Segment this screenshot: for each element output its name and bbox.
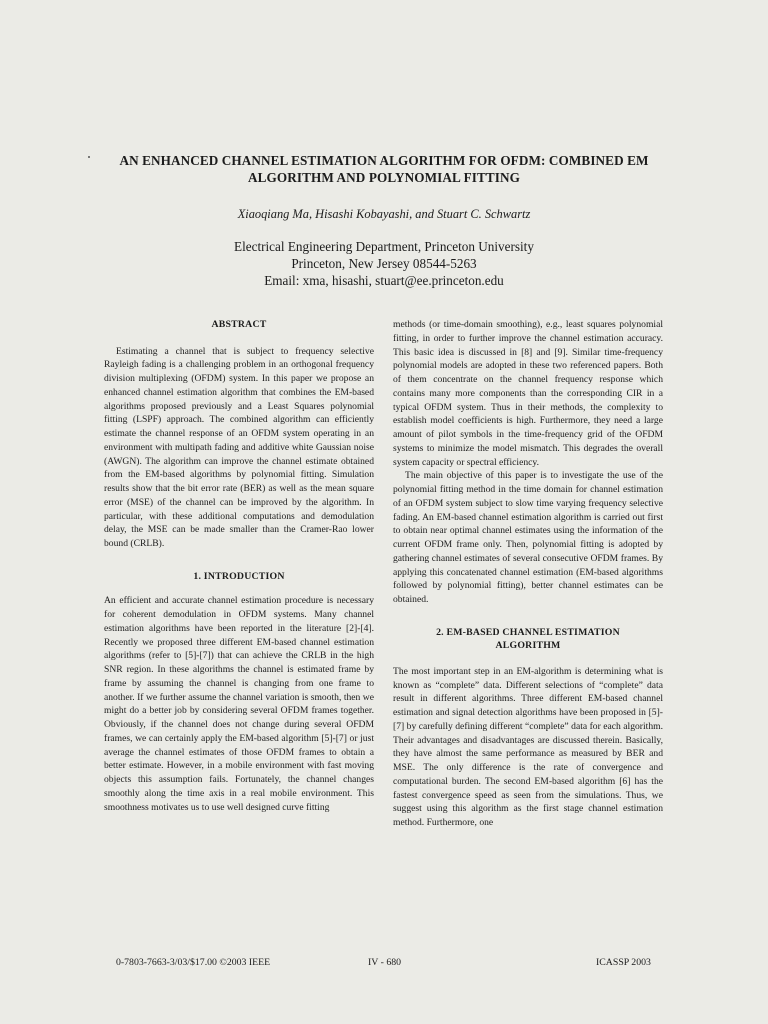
footer-copyright: 0-7803-7663-3/03/$17.00 ©2003 IEEE [116, 957, 271, 968]
section-2-paragraph-1: The most important step in an EM-algorithm is determining what is known as “complete” data. Different selections of “complete” data result in different algorithms. Three different EM-based channel estimation and signal detection algorithms have been proposed in [5]-[7] by carefully defining different “complete” data for each algorithm. Their advantages and disadvantages are discussed therein. Basically, they have almost the same performance as measured by BER and MSE. The only difference is the rate of convergence and computational burden. The second EM-based algorithm [6] has the fastest convergence speed as seen from the simulations. Thus, we suggest using this algorithm as the first stage channel estimation method. Furthermore, one [393, 665, 663, 828]
affiliation [70, 238, 698, 289]
affiliation-email: Email: xma, hisashi, stuart@ee.princeton.edu [264, 273, 504, 288]
affiliation-department: Electrical Engineering Department, Princeton University [234, 239, 534, 254]
introduction-paragraph-1: An efficient and accurate channel estimation procedure is necessary for coherent demodulation in OFDM systems. Many channel estimation algorithms have been reported in the literature [2]-[4]. Recently we proposed three different EM-based channel estimation algorithms (refer to [5]-[7]) that can achieve the CRLB in the high SNR region. In these algorithms the channel is estimated frame by frame by assuming the channel is changing from one frame to another. If we further assume the channel variation is smooth, then we might do a better job by considering several OFDM frames together. Obviously, if the channel does not change during several OFDM frames, we can certainly apply the EM-based algorithm [5]-[7] or just average the channel estimates of those OFDM frames to obtain a better estimate. However, in a mobile environment with fast moving objects this assumption fails. Fortunately, the channel changes smoothly along the time axis in a real mobile environment. This smoothness motivates us to use well designed curve fitting [104, 595, 374, 813]
section-2-heading-line-1: 2. EM-BASED CHANNEL ESTIMATION [436, 626, 620, 638]
introduction-paragraph-3: The main objective of this paper is to investigate the use of the polynomial fitting method in the time domain for channel estimation of an OFDM system subject to slow time varying frequency selective fading. An EM-based channel estimation algorithm is carried out first to obtain near optimal channel estimates using the information of the current OFDM frame only. Then, polynomial fitting is adopted by gathering channel estimates of several consecutive OFDM frames. By applying this concatenated channel estimation (EM-based algorithms followed by polynomial fitting), better channel estimates can be obtained. [393, 470, 663, 605]
affiliation-address: Princeton, New Jersey 08544-5263 [291, 256, 477, 271]
section-2-heading-line-2: ALGORITHM [495, 640, 561, 652]
introduction-paragraph-2: methods (or time-domain smoothing), e.g., least squares polynomial fitting, in order to further improve the channel estimation accuracy. This basic idea is discussed in [8] and [9]. Similar time-frequency polynomial models are adopted in these two referenced papers. Both of them concentrate on the channel frequency response which contains many more components than the corresponding CIR in a typical OFDM system. Thus in their methods, the complexity to establish model coefficients is high. Furthermore, they need a large amount of pilot symbols in the time-frequency grid of the OFDM systems to minimize the model mismatch. This degrades the overall system capacity or spectral efficiency. [393, 319, 663, 468]
right-column [393, 318, 663, 830]
paper-title [70, 152, 698, 186]
abstract-text: Estimating a channel that is subject to frequency selective Rayleigh fading is a challenging problem in an orthogonal frequency division multiplexing (OFDM) system. In this paper we propose an enhanced channel estimation algorithm that combines the EM-based algorithms proposed previously and a Least Squares polynomial fitting (LSPF) approach. The combined algorithm can efficiently estimate the channel response of an OFDM system operating in an environment with multipath fading and additive white Gaussian noise (AWGN). The algorithm can improve the channel estimate obtained from the EM-based algorithms by polynomial fitting. Simulation results show that the bit error rate (BER) as well as the mean square error (MSE) of the channel can be improved by the algorithm. In particular, with these additional computations and demodulation delay, the MSE can be made smaller than the Cramer-Rao lower bound (CRLB). [104, 345, 374, 549]
footer-page-number: IV - 680 [368, 957, 402, 968]
introduction-heading: 1. INTRODUCTION [193, 570, 285, 582]
left-column [104, 318, 374, 814]
footer-conference: ICASSP 2003 [596, 957, 651, 968]
author-list: Xiaoqiang Ma, Hisashi Kobayashi, and Stuart C. Schwartz [237, 207, 531, 221]
abstract-heading: ABSTRACT [211, 319, 267, 330]
section-2-heading [393, 626, 663, 653]
title-line-2: ALGORITHM AND POLYNOMIAL FITTING [248, 170, 520, 185]
title-line-1: AN ENHANCED CHANNEL ESTIMATION ALGORITHM FOR OFDM: COMBINED EM [119, 153, 649, 168]
